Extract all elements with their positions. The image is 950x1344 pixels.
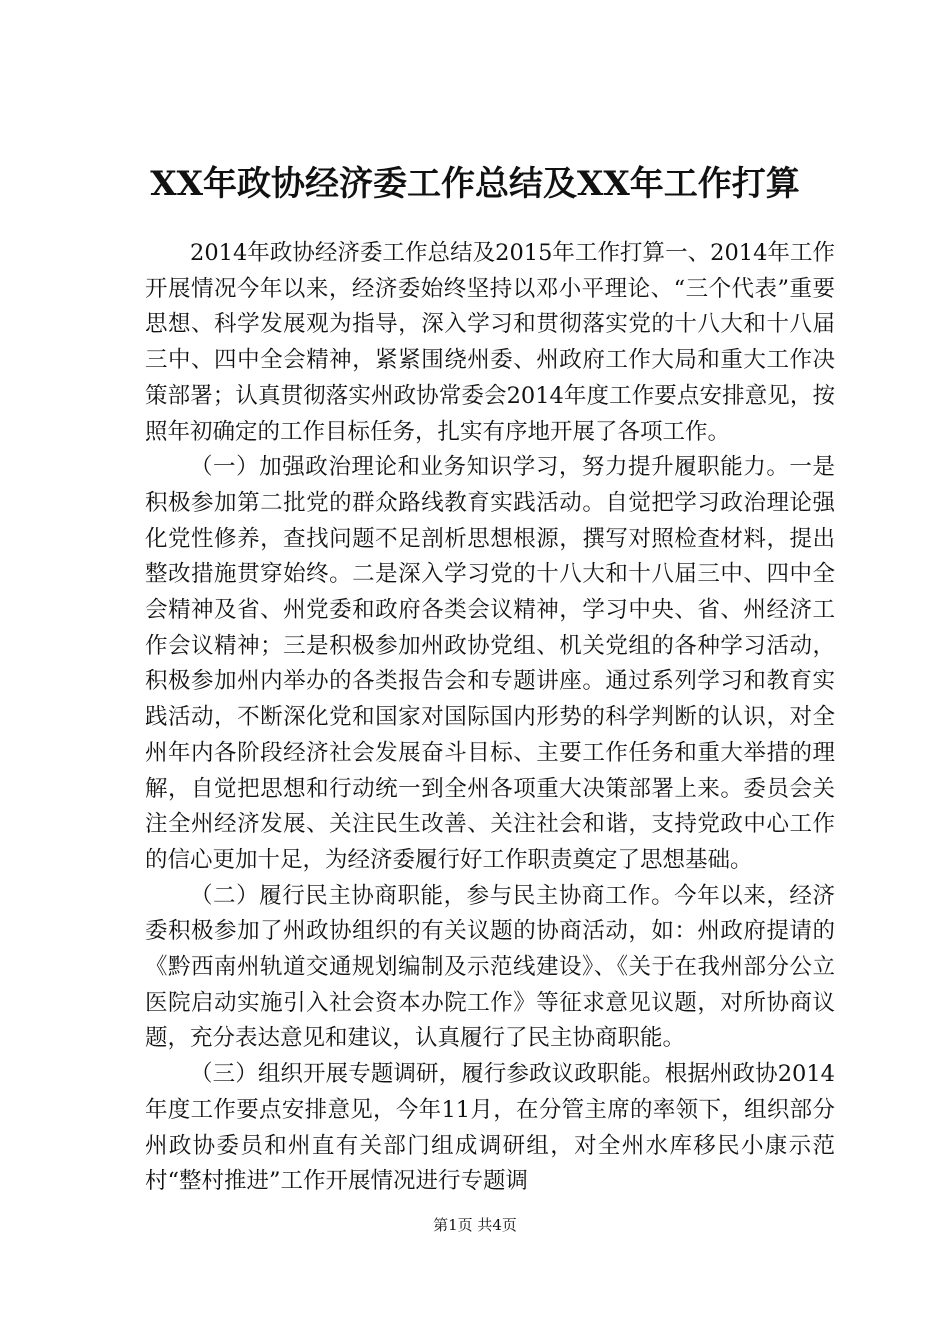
document-body (145, 236, 835, 1200)
paragraph: （一）加强政治理论和业务知识学习，努力提升履职能力。一是积极参加第二批党的群众路线教育实践活动。自觉把学习政治理论强化党性修养，查找问题不足剖析思想根源，撰写对照检查材料，提出整改措施贯穿始终。二是深入学习党的十八大和十八届三中、四中全会精神及省、州党委和政府各类会议精神，学习中央、省、州经济工作会议精神；三是积极参加州政协党组、机关党组的各种学习活动，积极参加州内举办的各类报告会和专题讲座。通过系列学习和教育实践活动，不断深化党和国家对国际国内形势的科学判断的认识，对全州年内各阶段经济社会发展奋斗目标、主要工作任务和重大举措的理解，自觉把思想和行动统一到全州各项重大决策部署上来。委员会关注全州经济发展、关注民生改善、关注社会和谐，支持党政中心工作的信心更加十足，为经济委履行好工作职责奠定了思想基础。 (145, 454, 835, 873)
page-number: 第1页 共4页 (433, 1216, 517, 1234)
document-title: XX年政协经济委工作总结及XX年工作打算 (150, 164, 800, 204)
paragraph: 2014年政协经济委工作总结及2015年工作打算一、2014年工作开展情况今年以来，经济委始终坚持以邓小平理论、“三个代表”重要思想、科学发展观为指导，深入学习和贯彻落实党的十八大和十八届三中、四中全会精神，紧紧围绕州委、州政府工作大局和重大工作决策部署；认真贯彻落实州政协常委会2014年度工作要点安排意见，按照年初确定的工作目标任务，扎实有序地开展了各项工作。 (145, 240, 835, 445)
paragraph: （二）履行民主协商职能，参与民主协商工作。今年以来，经济委积极参加了州政协组织的有关议题的协商活动，如：州政府提请的《黔西南州轨道交通规划编制及示范线建设》、《关于在我州部分公立医院启动实施引入社会资本办院工作》等征求意见议题，对所协商议题，充分表达意见和建议，认真履行了民主协商职能。 (145, 882, 835, 1052)
paragraph: （三）组织开展专题调研，履行参政议政职能。根据州政协2014年度工作要点安排意见，今年11月，在分管主席的率领下，组织部分州政协委员和州直有关部门组成调研组，对全州水库移民小康示范村“整村推进”工作开展情况进行专题调 (145, 1061, 835, 1195)
